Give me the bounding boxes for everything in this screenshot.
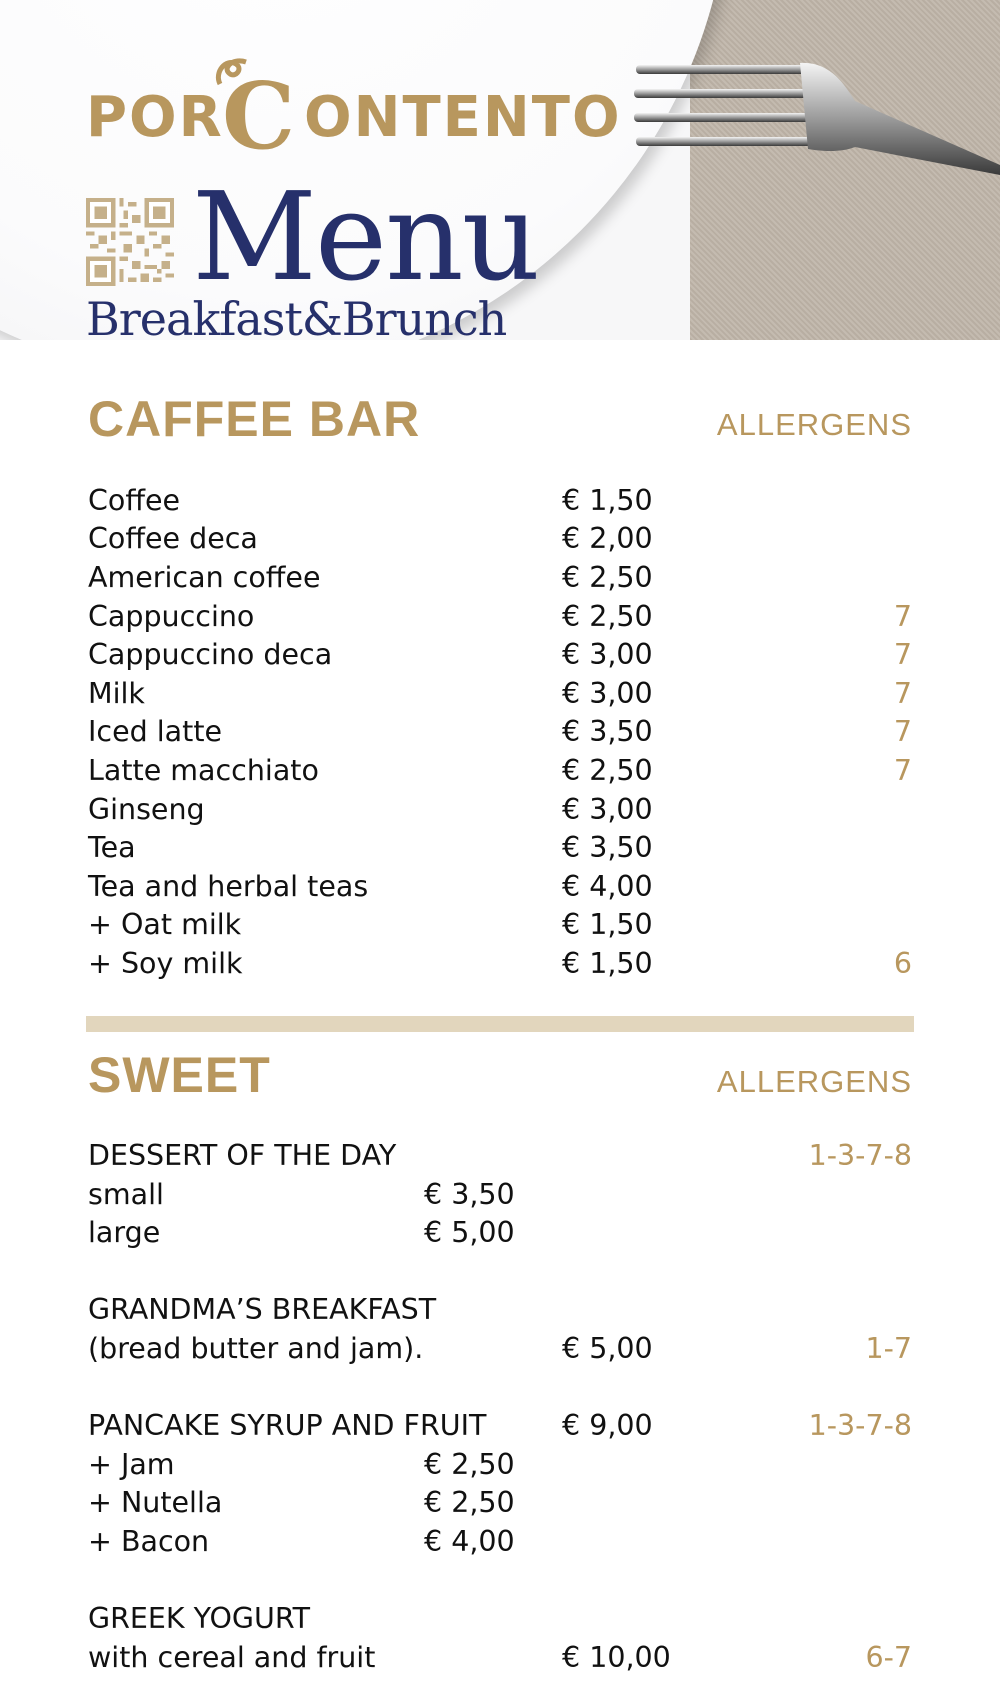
- item-name: American coffee: [88, 561, 321, 594]
- item-allergens: 6: [893, 947, 912, 980]
- brand-logo: [86, 60, 622, 170]
- item-name: Latte macchiato: [88, 754, 319, 787]
- item-name: Tea: [88, 831, 136, 864]
- item-name: Ginseng: [88, 793, 205, 826]
- extra-name: + Jam: [88, 1448, 175, 1481]
- item-name: GRANDMA’S BREAKFAST: [88, 1293, 437, 1326]
- item-price: € 3,50: [562, 715, 653, 748]
- item-allergens: 1-7: [865, 1332, 912, 1365]
- item-extra-row: [0, 1484, 1000, 1522]
- menu-item-row: [0, 1600, 1000, 1638]
- menu-item-row: [0, 559, 1000, 597]
- item-price: € 3,50: [562, 831, 653, 864]
- item-option-row: [0, 1176, 1000, 1214]
- logo-text-left: POR: [86, 85, 224, 150]
- item-name: Tea and herbal teas: [88, 870, 369, 903]
- option-name: large: [88, 1216, 161, 1249]
- item-allergens: 7: [893, 715, 912, 748]
- menu-subtitle: Breakfast&Brunch: [86, 292, 507, 340]
- item-name: Milk: [88, 677, 145, 710]
- item-price: € 4,00: [562, 870, 653, 903]
- item-price: € 2,50: [562, 754, 653, 787]
- header-banner: [0, 0, 1000, 340]
- qr-code-icon: [86, 198, 174, 286]
- section-divider: [86, 1016, 914, 1032]
- menu-item-row: [0, 868, 1000, 906]
- section-title-sweet: SWEET: [88, 1047, 271, 1103]
- item-extra-row: [0, 1446, 1000, 1484]
- item-extra-row: [0, 1523, 1000, 1561]
- item-name: GREEK YOGURT: [88, 1602, 311, 1635]
- item-price: € 10,00: [562, 1641, 671, 1674]
- menu-item-row: [0, 675, 1000, 713]
- logo-text-right: ONTENTO: [304, 85, 622, 150]
- section-title-caffee-bar: CAFFEE BAR: [88, 391, 421, 447]
- item-price: € 3,00: [562, 793, 653, 826]
- option-price: € 3,50: [424, 1178, 515, 1211]
- extra-price: € 2,50: [424, 1448, 515, 1481]
- allergens-header: ALLERGENS: [716, 407, 912, 442]
- item-name: DESSERT OF THE DAY: [88, 1139, 397, 1172]
- item-name: Coffee: [88, 484, 181, 517]
- menu-item-row: [0, 829, 1000, 867]
- menu-item-row: [0, 752, 1000, 790]
- menu-item-row: [0, 713, 1000, 751]
- extra-name: + Bacon: [88, 1525, 210, 1558]
- logo-swirl-icon: [212, 54, 252, 90]
- menu-item-row: [0, 598, 1000, 636]
- item-price: € 2,50: [562, 561, 653, 594]
- item-allergens: 7: [893, 638, 912, 671]
- menu-item-row: [0, 945, 1000, 983]
- menu-item-detail-row: [0, 1639, 1000, 1677]
- item-price: € 1,50: [562, 908, 653, 941]
- item-price: € 5,00: [562, 1332, 653, 1365]
- item-option-row: [0, 1214, 1000, 1252]
- item-name: Iced latte: [88, 715, 223, 748]
- item-name: + Oat milk: [88, 908, 242, 941]
- menu-item-detail-row: [0, 1330, 1000, 1368]
- item-allergens: 1-3-7-8: [808, 1139, 912, 1172]
- menu-item-row: [0, 1137, 1000, 1175]
- extra-price: € 4,00: [424, 1525, 515, 1558]
- menu-item-row: [0, 482, 1000, 520]
- extra-name: + Nutella: [88, 1486, 223, 1519]
- item-price: € 1,50: [562, 947, 653, 980]
- item-name: Cappuccino: [88, 600, 255, 633]
- item-price: € 9,00: [562, 1409, 653, 1442]
- menu-title: Menu: [192, 166, 539, 308]
- item-price: € 2,00: [562, 522, 653, 555]
- item-detail: with cereal and fruit: [88, 1641, 376, 1674]
- extra-price: € 2,50: [424, 1486, 515, 1519]
- allergens-header: ALLERGENS: [716, 1064, 912, 1099]
- menu-item-row: [0, 791, 1000, 829]
- option-name: small: [88, 1178, 164, 1211]
- fork-icon: [630, 55, 1000, 175]
- item-detail: (bread butter and jam).: [88, 1332, 424, 1365]
- item-allergens: 7: [893, 600, 912, 633]
- item-allergens: 7: [893, 677, 912, 710]
- item-price: € 3,00: [562, 677, 653, 710]
- item-price: € 3,00: [562, 638, 653, 671]
- item-allergens: 7: [893, 754, 912, 787]
- option-price: € 5,00: [424, 1216, 515, 1249]
- item-name: + Soy milk: [88, 947, 243, 980]
- item-name: Coffee deca: [88, 522, 258, 555]
- item-name: Cappuccino deca: [88, 638, 333, 671]
- menu-item-row: [0, 636, 1000, 674]
- menu-item-row: [0, 1291, 1000, 1329]
- menu-item-row: [0, 520, 1000, 558]
- menu-item-row: [0, 1407, 1000, 1445]
- item-allergens: 6-7: [865, 1641, 912, 1674]
- item-allergens: 1-3-7-8: [808, 1409, 912, 1442]
- item-price: € 2,50: [562, 600, 653, 633]
- item-name: PANCAKE SYRUP AND FRUIT: [88, 1409, 487, 1442]
- logo-c-mark: C: [222, 62, 298, 170]
- menu-item-row: [0, 906, 1000, 944]
- item-price: € 1,50: [562, 484, 653, 517]
